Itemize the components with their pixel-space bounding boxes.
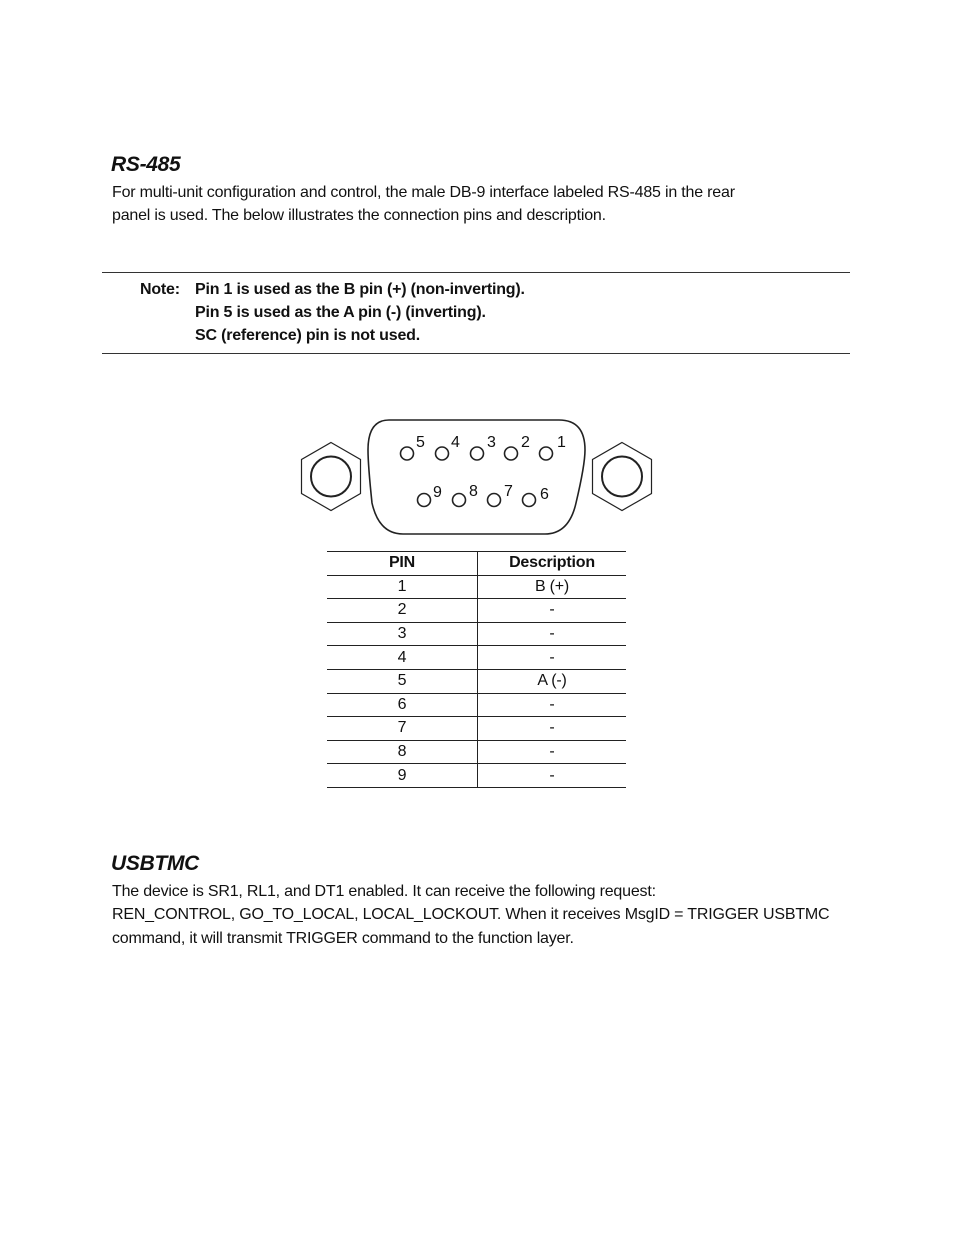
pin-cell: 3 — [327, 622, 478, 646]
note-line: SC (reference) pin is not used. — [195, 327, 420, 344]
pin-cell: 7 — [327, 717, 478, 741]
pin-cell: 9 — [327, 764, 478, 788]
pin-3-hole — [471, 447, 484, 460]
description-cell: - — [478, 646, 627, 670]
rs485-paragraph — [112, 181, 852, 228]
rs485-heading: RS-485 — [111, 153, 181, 176]
description-cell: - — [478, 693, 627, 717]
description-cell: - — [478, 599, 627, 623]
pin-cell: 2 — [327, 599, 478, 623]
note-line: Pin 1 is used as the B pin (+) (non-inverting). — [195, 281, 525, 298]
description-cell: - — [478, 740, 627, 764]
table-row — [327, 764, 626, 788]
pin-number-label: 4 — [451, 434, 460, 451]
pin-column-header: PIN — [327, 552, 478, 576]
pin-number-label: 7 — [504, 483, 513, 500]
description-cell: A (-) — [478, 669, 627, 693]
left-mounting-hex — [302, 443, 361, 511]
usbtmc-heading: USBTMC — [111, 852, 200, 875]
rs485-paragraph-line: For multi-unit configuration and control, the male DB-9 interface labeled RS-485 in the rear — [112, 184, 735, 201]
pin-4-hole — [436, 447, 449, 460]
pin-cell: 4 — [327, 646, 478, 670]
table-row — [327, 599, 626, 623]
usbtmc-paragraph — [112, 880, 852, 950]
note-lines — [195, 278, 695, 347]
connector-shell — [368, 420, 585, 534]
description-cell: - — [478, 622, 627, 646]
pin-6-hole — [523, 494, 536, 507]
pin-2-hole — [505, 447, 518, 460]
usbtmc-paragraph-line: The device is SR1, RL1, and DT1 enabled. It can receive the following request: — [112, 883, 656, 900]
pin-description-table — [327, 551, 626, 788]
pin-8-hole — [453, 494, 466, 507]
pin-1-hole — [540, 447, 553, 460]
description-cell: - — [478, 764, 627, 788]
right-mounting-hex — [593, 443, 652, 511]
note-label: Note: — [140, 281, 180, 298]
rs485-paragraph-line: panel is used. The below illustrates the connection pins and description. — [112, 207, 606, 225]
description-cell: - — [478, 717, 627, 741]
table-header-row — [327, 552, 626, 576]
description-cell: B (+) — [478, 575, 627, 599]
table-row — [327, 717, 626, 741]
table-row — [327, 646, 626, 670]
table-row — [327, 622, 626, 646]
usbtmc-paragraph-line: command, it will transmit TRIGGER command to the function layer. — [112, 929, 574, 947]
db9-connector-diagram — [296, 415, 658, 541]
note-line: Pin 5 is used as the A pin (-) (inverting). — [195, 304, 486, 321]
pin-cell: 1 — [327, 575, 478, 599]
pin-number-label: 1 — [557, 434, 566, 451]
pin-cell: 8 — [327, 740, 478, 764]
table-row — [327, 575, 626, 599]
usbtmc-paragraph-line: REN_CONTROL, GO_TO_LOCAL, LOCAL_LOCKOUT. When it receives MsgID = TRIGGER USBTMC — [112, 906, 830, 924]
pin-number-label: 6 — [540, 486, 549, 503]
pin-9-hole — [418, 494, 431, 507]
note-bottom-rule — [102, 353, 850, 354]
pin-cell: 5 — [327, 669, 478, 693]
table-row — [327, 669, 626, 693]
description-column-header: Description — [478, 552, 627, 576]
pin-number-label: 5 — [416, 434, 425, 451]
table-row — [327, 693, 626, 717]
note-top-rule — [102, 272, 850, 273]
pin-cell: 6 — [327, 693, 478, 717]
table-row — [327, 740, 626, 764]
pin-5-hole — [401, 447, 414, 460]
pin-number-label: 2 — [521, 434, 530, 451]
pin-number-label: 8 — [469, 483, 478, 500]
pin-number-label: 3 — [487, 434, 496, 451]
pin-number-label: 9 — [433, 484, 442, 501]
pin-7-hole — [488, 494, 501, 507]
